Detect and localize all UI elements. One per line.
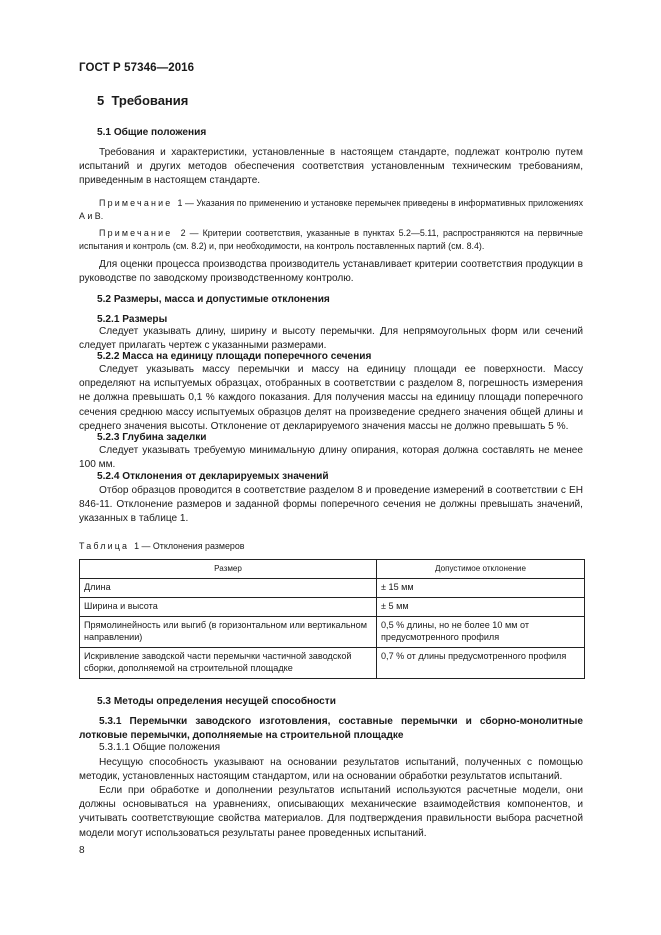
table-header-row: [80, 560, 585, 579]
note-1: [79, 197, 583, 222]
paragraph-5-3-1-1b: Если при обработке и дополнении результатов испытаний используются расчетные модели, они должны основываться на уравнениях, описывающих механические взаимодействия компонентов, и учитывать соответствующие свойства материалов. Для подтверждения правильности выбора расчетной модели могут использоваться результаты ранее проведенных испытаний.: [79, 785, 583, 839]
heading-5-3-1: 5.3.1 Перемычки заводского изготовления, составные перемычки и сборно-монолитные лотковые перемычки, дополняемые на строительной площадке: [79, 716, 583, 742]
paragraph-5-1-2: Для оценки процесса производства производитель устанавливает критерии соответствия продукции в руководстве по заводскому производственному контролю.: [79, 259, 583, 285]
heading-5-2-4: 5.2.4 Отклонения от декларируемых значений: [97, 471, 329, 482]
section-name: Требования: [111, 93, 189, 108]
section-number: 5: [97, 93, 105, 108]
table-caption-text: 1 — Отклонения размеров: [134, 541, 245, 551]
heading-5-1: 5.1 Общие положения: [97, 127, 207, 138]
section-title: [97, 93, 188, 108]
table-cell: Ширина и высота: [80, 598, 377, 617]
paragraph-5-2-1: Следует указывать длину, ширину и высоту перемычки. Для непрямоугольных форм или сечений следует прилагать чертеж с указанными размерами.: [79, 326, 583, 352]
table-cell: Прямолинейность или выгиб (в горизонтальном или вертикальном направлении): [80, 617, 377, 648]
table-row: [80, 617, 585, 648]
paragraph-5-2-2: Следует указывать массу перемычки и массу на единицу площади ее поверхности. Массу определяют на испытуемых образцах, отобранных в соответствии с разделом 8, погрешность измерения не должна превышать 0,1 % каждого показания. Для получения массы на единицу площади поперечного сечения среднюю массу испытуемых образцов делят на произведение среднего значения общей длины и среднего значения высоты. Отклонение от декларируемого значения массы не должно превышать 5 %.: [79, 364, 583, 432]
note-2-text: 2 — Критерии соответствия, указанные в пунктах 5.2—5.11, распространяются на первичные испытания и контроль (см. 8.2) и, при необходимости, на контроль поставленных партий (см. 8.4).: [79, 228, 583, 251]
paragraph-5-2-3: Следует указывать требуемую минимальную длину опирания, которая должна составлять не менее 100 мм.: [79, 445, 583, 471]
paragraph-5-3-1-1a: Несущую способность указывают на основании результатов испытаний, полученных с помощью методик, установленных настоящим стандартом, или на основании обработки результатов испытаний.: [79, 757, 583, 783]
table-row: [80, 648, 585, 679]
deviations-table: [79, 559, 585, 679]
heading-5-2: 5.2 Размеры, масса и допустимые отклонения: [97, 294, 330, 305]
table-cell: ± 5 мм: [377, 598, 585, 617]
page-number: 8: [79, 845, 85, 856]
note-1-text: 1 — Указания по применению и установке перемычек приведены в информативных приложениях А и В.: [79, 198, 584, 221]
note-2-label: Примечание: [99, 228, 173, 238]
heading-5-2-2: 5.2.2 Масса на единицу площади поперечного сечения: [97, 351, 372, 362]
note-2: [79, 227, 583, 252]
heading-5-2-1: 5.2.1 Размеры: [97, 314, 168, 325]
note-1-label: Примечание: [99, 198, 173, 208]
table-caption-label: Таблица: [79, 541, 130, 551]
heading-5-2-3: 5.2.3 Глубина заделки: [97, 432, 207, 443]
standard-header: ГОСТ Р 57346—2016: [79, 62, 195, 74]
table-cell: Искривление заводской части перемычки частичной заводской сборки, дополняемой на строительной площадке: [80, 648, 377, 679]
column-header-size: Размер: [80, 560, 377, 579]
heading-5-3: 5.3 Методы определения несущей способности: [97, 696, 336, 707]
table-cell: 0,5 % длины, но не более 10 мм от предусмотренного профиля: [377, 617, 585, 648]
paragraph-5-1-1: Требования и характеристики, установленные в настоящем стандарте, подлежат контролю путем испытаний и других методов обеспечения соответствия установленным техническим требованиям, приведенным в настоящем стандарте.: [79, 147, 583, 187]
table-caption: [79, 541, 244, 551]
paragraph-5-2-4: Отбор образцов проводится в соответствие разделом 8 и проведение измерений в соответствии с ЕН 846-11. Отклонение размеров и заданной формы поперечного сечения не должны превышать значений, указанных в таблице 1.: [79, 485, 583, 525]
table-row: [80, 579, 585, 598]
table-cell: ± 15 мм: [377, 579, 585, 598]
table-cell: Длина: [80, 579, 377, 598]
column-header-tolerance: Допустимое отклонение: [377, 560, 585, 579]
table-row: [80, 598, 585, 617]
table-cell: 0,7 % от длины предусмотренного профиля: [377, 648, 585, 679]
heading-5-3-1-1: 5.3.1.1 Общие положения: [99, 742, 221, 753]
